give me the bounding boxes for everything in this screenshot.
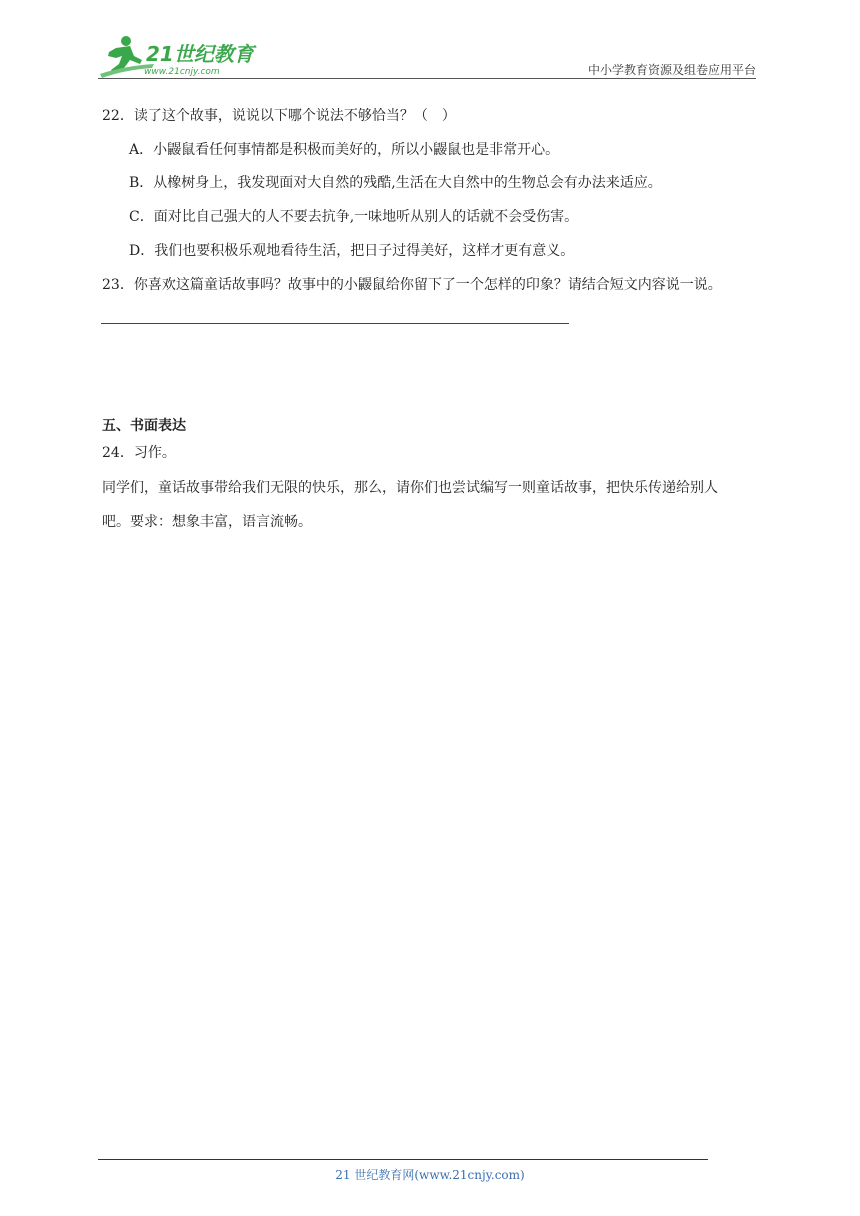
option-a: A．小鼹鼠看任何事情都是积极而美好的，所以小鼹鼠也是非常开心。 — [129, 142, 560, 158]
logo-text: 21世纪教育 — [146, 42, 254, 66]
option-b: B．从橡树身上，我发现面对大自然的残酷,生活在大自然中的生物总会有办法来适应。 — [129, 175, 662, 191]
option-d: D．我们也要积极乐观地看待生活，把日子过得美好，这样才更有意义。 — [129, 243, 575, 259]
footer-link[interactable]: 21 世纪教育网(www.21cnjy.com) — [335, 1168, 525, 1182]
site-label: 中小学教育资源及组卷应用平台 — [587, 63, 756, 77]
header-divider — [98, 78, 756, 79]
writing-prompt-line-2: 吧。要求：想象丰富，语言流畅。 — [102, 514, 312, 530]
question-24-stem: 24．习作。 — [102, 445, 176, 461]
footer-divider — [98, 1159, 708, 1160]
question-22-stem: 22．读了这个故事，说说以下哪个说法不够恰当？（ ） — [102, 108, 456, 124]
question-23-stem: 23．你喜欢这篇童话故事吗？故事中的小鼹鼠给你留下了一个怎样的印象？请结合短文内容说一说。 — [102, 277, 722, 293]
answer-blank-line[interactable] — [101, 323, 569, 324]
logo-url: www.21cnjy.com — [144, 67, 220, 77]
writing-prompt-line-1: 同学们，童话故事带给我们无限的快乐，那么，请你们也尝试编写一则童话故事，把快乐传递给别人 — [102, 480, 718, 496]
section-title: 五、书面表达 — [102, 418, 186, 434]
option-c: C．面对比自己强大的人不要去抗争,一味地听从别人的话就不会受伤害。 — [129, 209, 579, 225]
site-logo — [94, 34, 264, 78]
